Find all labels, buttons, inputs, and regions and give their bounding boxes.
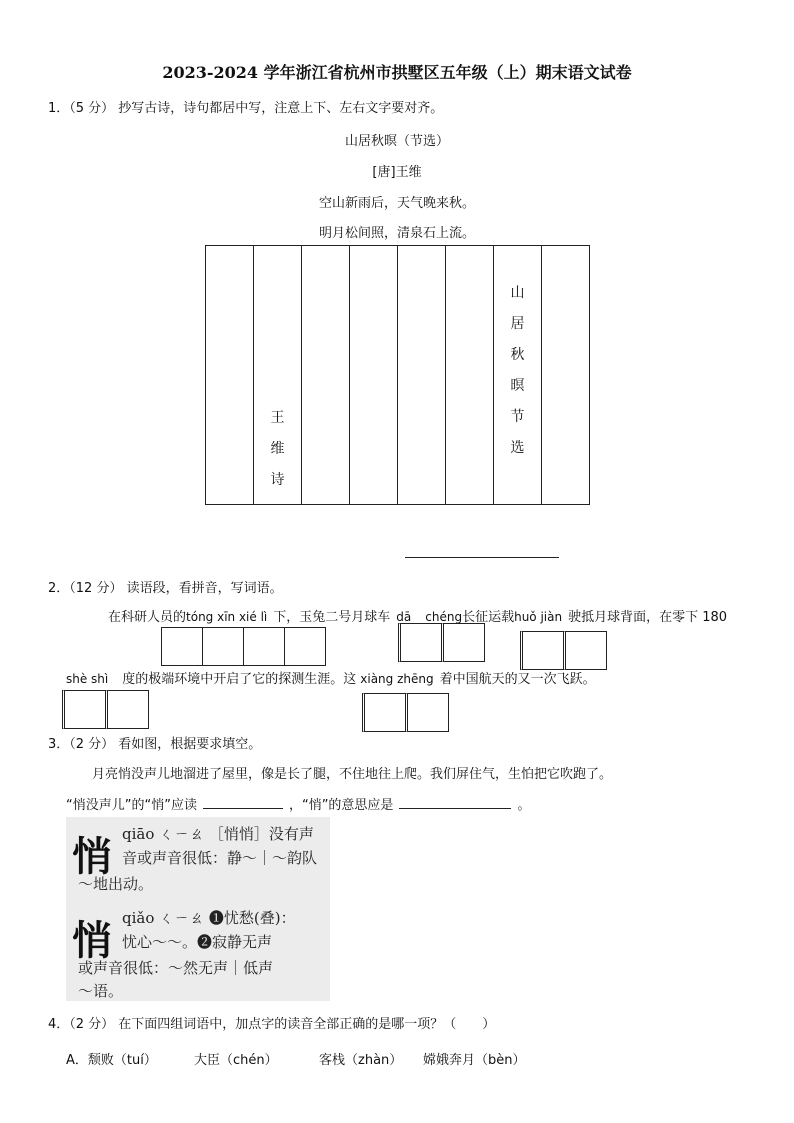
title-vertical-text: 山 居 秋 暝 节 选 [510,285,525,456]
page-title: 2023-2024 学年浙江省杭州市拱墅区五年级（上）期末语文试卷 [162,63,632,82]
copy-grid [205,245,590,505]
grid-column[interactable] [446,246,494,505]
answer-boxes-2[interactable] [62,690,148,729]
option-a-word-2: 大臣（chén） [194,1053,278,1068]
pinyin: chéng [425,610,463,624]
grid-column[interactable] [350,246,398,505]
grid-column-title[interactable] [494,246,542,505]
grid-column[interactable] [542,246,590,505]
passage-line-2: shè shì 度的极端环境中开启了它的探测生涯。这 xiàng zhēng 着中国航天的又一次飞跃。 [66,672,596,687]
pinyin: dā [396,610,412,624]
option-a-word-4: 嫦娥奔月（bèn） [423,1053,526,1068]
dictionary-image: 悄 qiāo ㄑㄧㄠ ［悄悄］没有声 音或声音很低：静～｜～韵队 ～地出动。 悄 qiǎo ㄑㄧㄠ ❶忧愁(叠)： 忧心～～。❷寂静无声 或声音很低：～然无声｜低声 ～语。 [66,817,330,1001]
question-1-prompt: 1．（5 分） 抄写古诗，诗句都居中写，注意上下、左右文字要对齐。 [48,101,444,116]
grid-column-author[interactable] [254,246,302,505]
author-vertical-text: 王 维 诗 [270,410,285,488]
answer-boxes-2[interactable] [398,623,484,662]
poem-author: [唐]王维 [372,165,422,180]
poem-line-1: 空山新雨后，天气晚来秋。 [318,196,475,211]
q3-fill-row: “悄没声儿”的“悄”应读 ，“悄”的意思应是 。 [66,798,531,813]
question-3-prompt: 3．（2 分） 看如图，根据要求填空。 [48,737,262,752]
answer-boxes-2[interactable] [520,631,606,670]
pinyin: xiàng zhēng [360,672,434,686]
pinyin: huǒ jiàn [514,610,563,624]
option-a-word-3: 客栈（zhàn） [319,1053,403,1068]
q3-sentence: 月亮悄没声儿地溜进了屋里，像是长了腿，不住地往上爬。我们屏住气，生怕把它吹跑了。 [92,767,613,782]
passage-line-1: 在科研人员的tóng xīn xié lì 下，玉兔二号月球车 dā chéng长征运载huǒ jiàn 驶抵月球背面，在零下 180 [108,610,728,625]
answer-blank[interactable] [203,796,283,809]
answer-boxes-4[interactable] [161,627,325,666]
pinyin: tóng xīn xié lì [186,610,268,624]
dict-char-2: 悄 [72,917,112,964]
grid-column[interactable] [206,246,254,505]
answer-boxes-2[interactable] [362,693,448,732]
poem-line-2: 明月松间照，清泉石上流。 [318,226,475,241]
dict-char-1: 悄 [72,833,112,880]
question-2-prompt: 2．（12 分） 读语段，看拼音，写词语。 [48,581,283,596]
question-4-prompt: 4．（2 分） 在下面四组词语中，加点字的读音全部正确的是哪一项？（ ） [48,1017,496,1032]
grid-column[interactable] [302,246,350,505]
grid-column[interactable] [398,246,446,505]
pinyin: shè shì [66,672,109,686]
answer-line[interactable] [405,557,559,558]
option-a[interactable]: A．颓败（tuí） [66,1053,157,1068]
answer-blank[interactable] [399,796,511,809]
poem-title: 山居秋暝（节选） [344,134,449,149]
